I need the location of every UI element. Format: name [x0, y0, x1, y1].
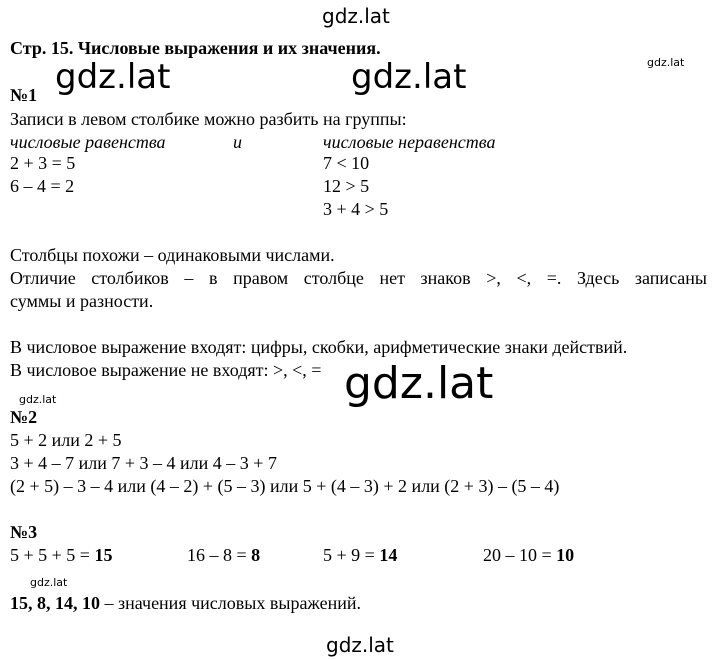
n1-heading: №1 — [10, 85, 38, 105]
page-title: Стр. 15. Числовые выражения и их значения. — [10, 38, 381, 58]
n1-diff-line1: Отличие столбиков – в правом столбце нет знаков >, <, =. Здесь записаны — [10, 268, 707, 288]
n3-summary-text: – значения числовых выражений. — [100, 593, 362, 613]
watermark-header-small: gdz.lat — [647, 56, 685, 69]
n1-col-right-header: числовые неравенства — [323, 132, 496, 152]
watermark-middle-big: gdz.lat — [344, 358, 494, 409]
n3-expression-text: 5 + 9 = — [323, 545, 380, 565]
n1-intro: Записи в левом столбике можно разбить на группы: — [10, 109, 407, 129]
n3-expression-result: 15 — [94, 545, 113, 565]
watermark-row1-right: gdz.lat — [351, 57, 467, 97]
n3-summary-values: 15, 8, 14, 10 — [10, 593, 100, 613]
n1-right-item: 12 > 5 — [323, 176, 370, 196]
n3-expression-result: 8 — [251, 545, 261, 565]
n1-similar: Столбцы похожи – одинаковыми числами. — [10, 245, 335, 265]
n2-line: (2 + 5) – 3 – 4 или (4 – 2) + (5 – 3) или 5 + (4 – 3) + 2 или (2 + 3) – (5 – 4) — [10, 476, 560, 496]
n3-expression — [483, 546, 574, 564]
n3-expression — [10, 546, 112, 564]
watermark-n3-small: gdz.lat — [30, 576, 68, 589]
n1-includes: В числовое выражение входят: цифры, скобки, арифметические знаки действий. — [10, 337, 628, 357]
n2-heading: №2 — [10, 407, 38, 427]
n1-diff-line2: суммы и разности. — [10, 291, 154, 311]
n3-heading: №3 — [10, 522, 38, 542]
n1-excludes: В числовое выражение не входят: >, <, = — [10, 360, 322, 380]
n3-expression-result: 14 — [379, 545, 398, 565]
n1-col-left-header: числовые равенства — [10, 132, 166, 152]
watermark-bottom: gdz.lat — [326, 633, 394, 657]
n3-expression-text: 5 + 5 + 5 = — [10, 545, 95, 565]
n3-expression-result: 10 — [556, 545, 575, 565]
n1-left-item: 6 – 4 = 2 — [10, 176, 75, 196]
n2-line: 3 + 4 – 7 или 7 + 3 – 4 или 4 – 3 + 7 — [10, 453, 277, 473]
n1-col-and: и — [233, 132, 242, 152]
n1-right-item: 7 < 10 — [323, 153, 370, 173]
n1-right-item: 3 + 4 > 5 — [323, 199, 389, 219]
n1-left-item: 2 + 3 = 5 — [10, 153, 76, 173]
n3-expression — [187, 546, 260, 564]
n3-expression-text: 20 – 10 = — [483, 545, 557, 565]
n3-summary — [10, 594, 361, 612]
watermark-n2-small: gdz.lat — [19, 393, 57, 406]
n3-expression — [323, 546, 397, 564]
n2-line: 5 + 2 или 2 + 5 — [10, 430, 122, 450]
watermark-top: gdz.lat — [322, 4, 390, 28]
watermark-row1-left: gdz.lat — [55, 57, 171, 97]
n3-expression-text: 16 – 8 = — [187, 545, 252, 565]
